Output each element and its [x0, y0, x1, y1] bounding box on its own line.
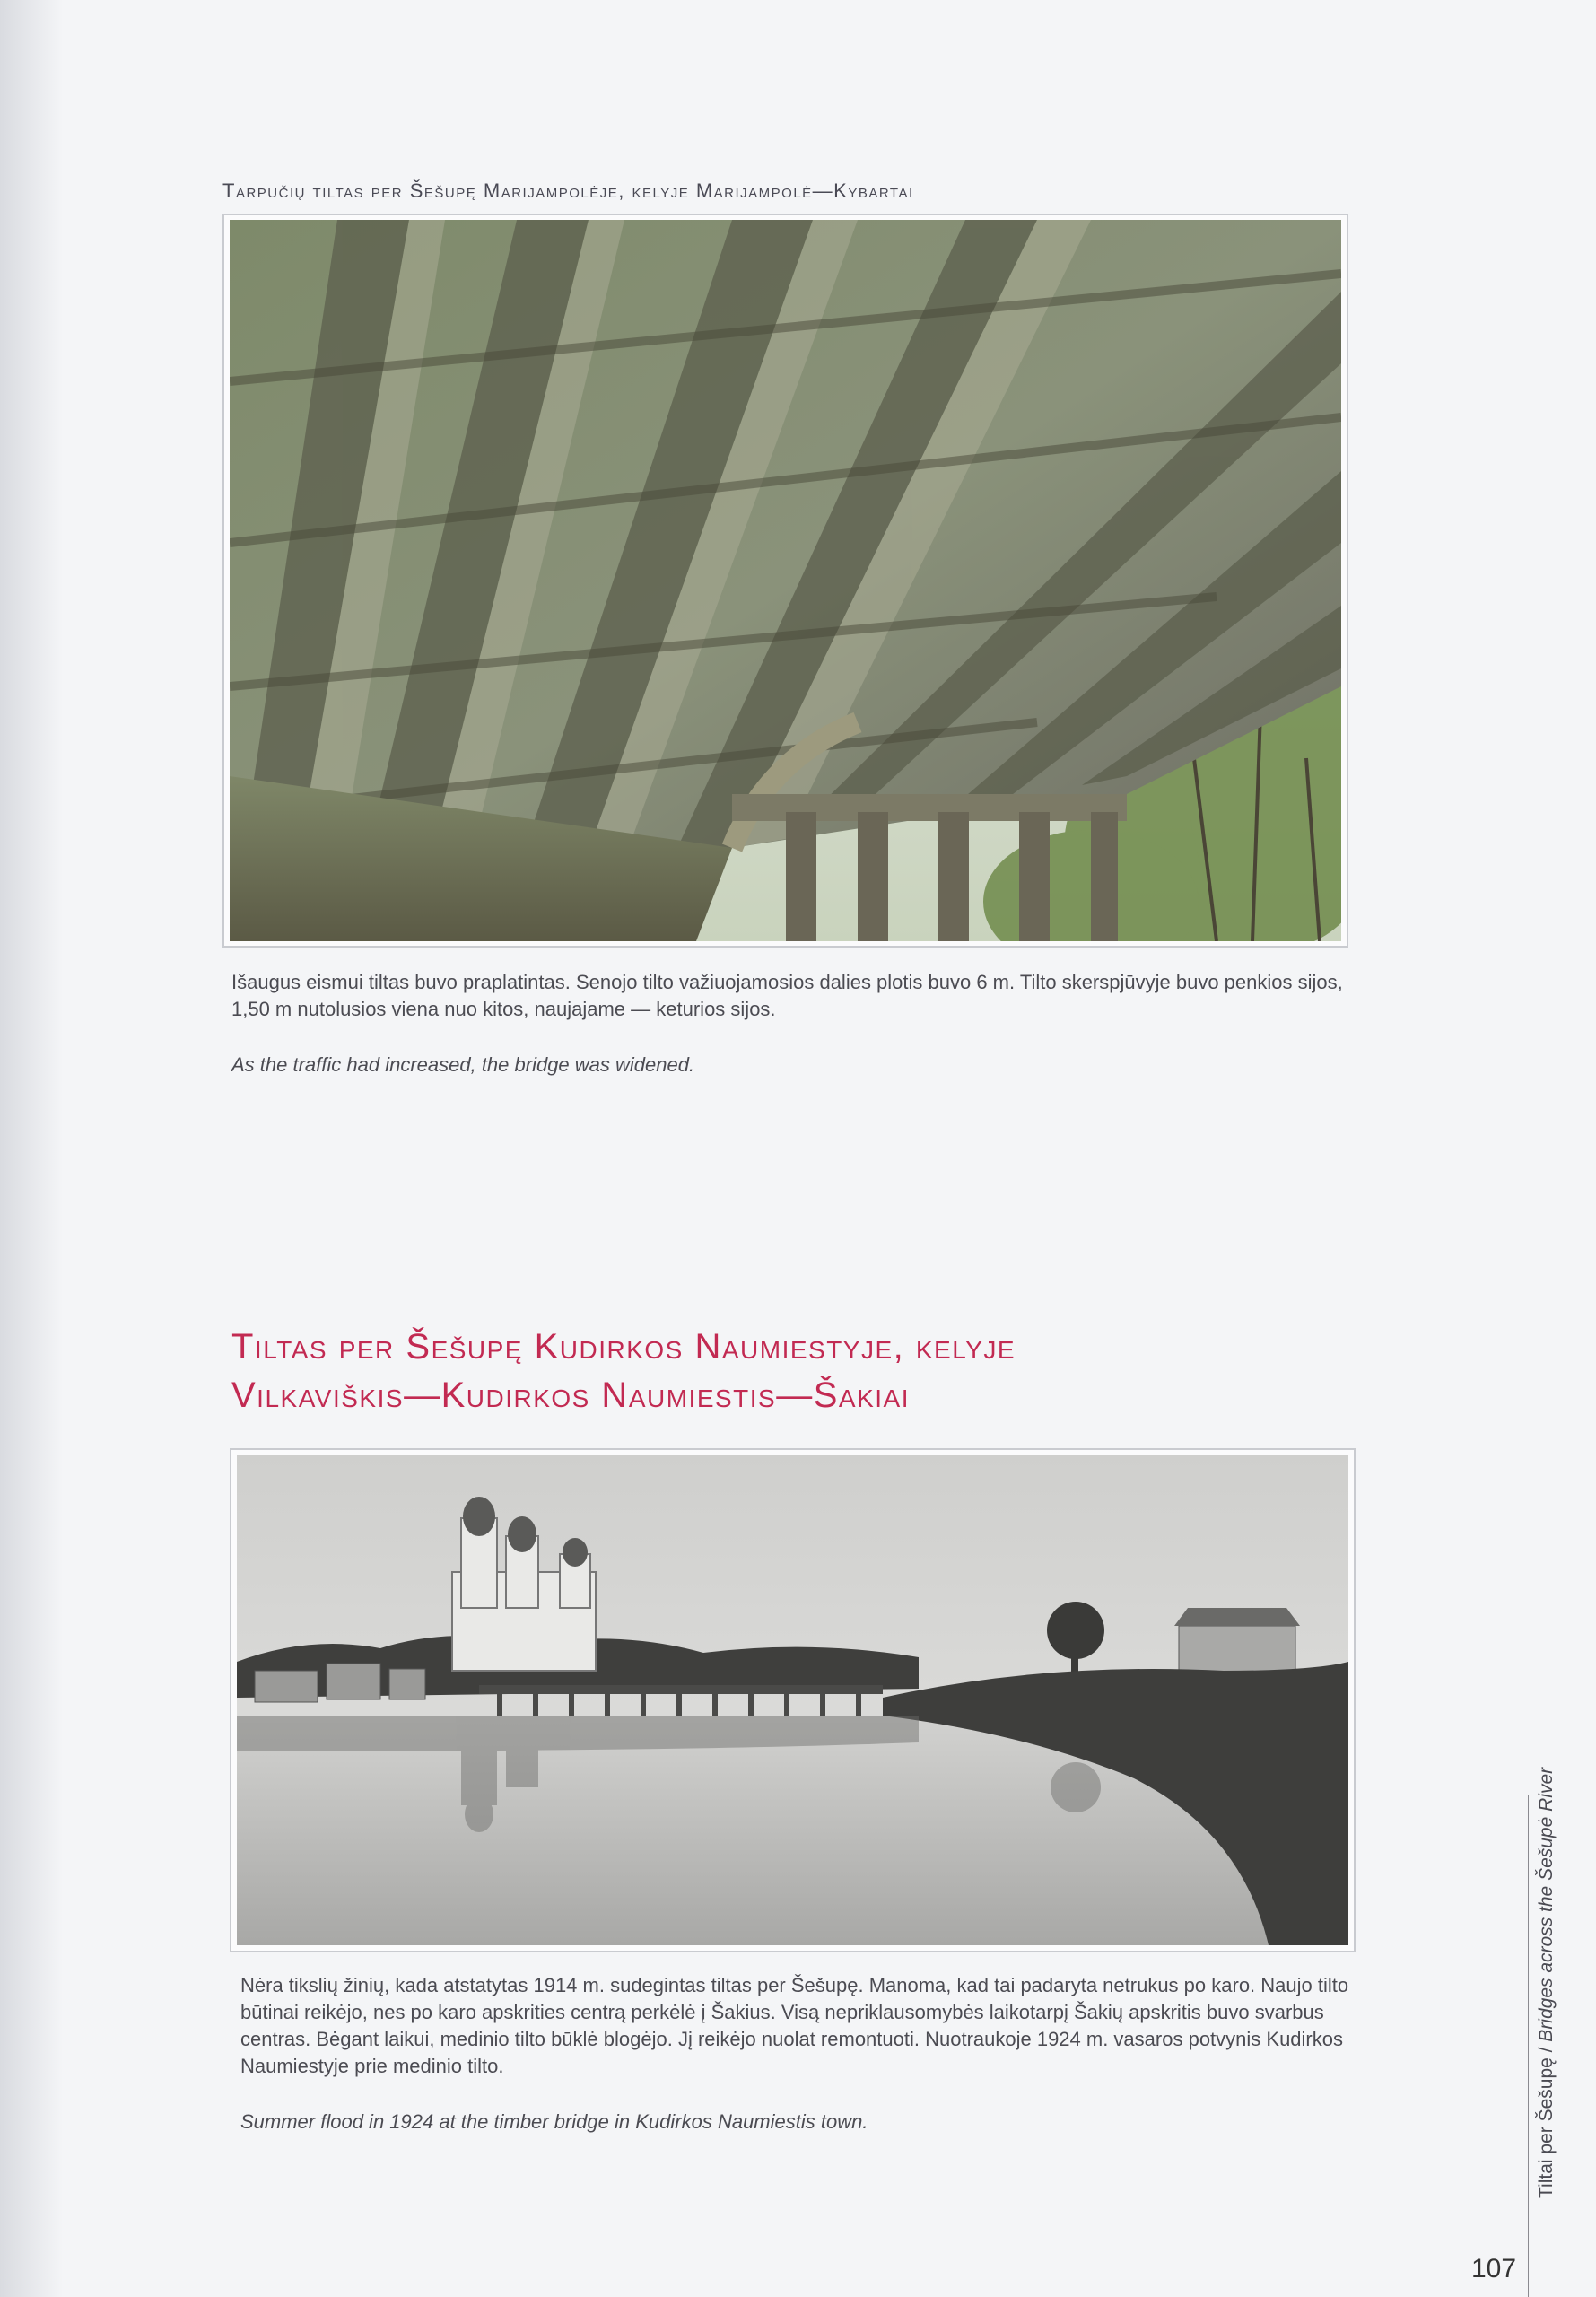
top-photo-caption: Tarpučių tiltas per Šešupę Marijampolėje, kelyje Marijampolė—Kybartai: [222, 179, 914, 202]
bridge-underside-photo-frame: [222, 214, 1348, 948]
bridge-underside-photo: [230, 220, 1341, 941]
section-title-line2: Vilkaviškis—Kudirkos Naumiestis—Šakiai: [231, 1376, 910, 1415]
historic-flood-photo: [237, 1455, 1348, 1945]
photo2-caption-lt: Nėra tikslių žinių, kada atstatytas 1914 m. sudegintas tiltas per Šešupę. Manoma, kad tai padaryta netrukus po karo. Naujo tilto būtinai reikėjo, nes po karo apskrities centrą perkėlė į Šakius. Visą nepriklausomybės laikotarpį Šakių apskritis buvo svarbus centras. Bėgant laikui, medinio tilto būklė blogėjo. Jį reikėjo nuolat remontuoti. Nuotraukoje 1924 m. vasaros potvynis Kudirkos Naumiestyje prie medinio tilto.: [240, 1974, 1349, 2077]
section-title: [231, 1323, 1398, 1419]
photo1-caption-en: As the traffic had increased, the bridge was widened.: [231, 1053, 695, 1076]
bridge-underside-illustration: [230, 220, 1341, 941]
section-title-line1: Tiltas per Šešupę Kudirkos Naumiestyje, kelyje: [231, 1327, 1016, 1367]
side-header-en: Bridges across the Šešupė River: [1536, 1767, 1557, 2042]
page-gutter-shadow: [0, 0, 63, 2297]
flood-town-illustration: [237, 1455, 1348, 1945]
side-running-header: [1536, 1768, 1557, 2198]
page-number: 107: [1471, 2254, 1517, 2284]
photo1-caption-lt: Išaugus eismui tiltas buvo praplatintas. Senojo tilto važiuojamosios dalies plotis buvo 6 m. Tilto skerspjūvyje buvo penkios sijos, 1,50 m nutolusios viena nuo kitos, naujajame — keturios sijos.: [231, 971, 1343, 1020]
side-header-lt: Tiltai per Šešupę /: [1536, 2041, 1557, 2198]
historic-flood-photo-frame: [230, 1448, 1356, 1952]
side-divider: [1528, 1795, 1529, 2297]
photo2-caption-en: Summer flood in 1924 at the timber bridge in Kudirkos Naumiestis town.: [240, 2110, 868, 2133]
